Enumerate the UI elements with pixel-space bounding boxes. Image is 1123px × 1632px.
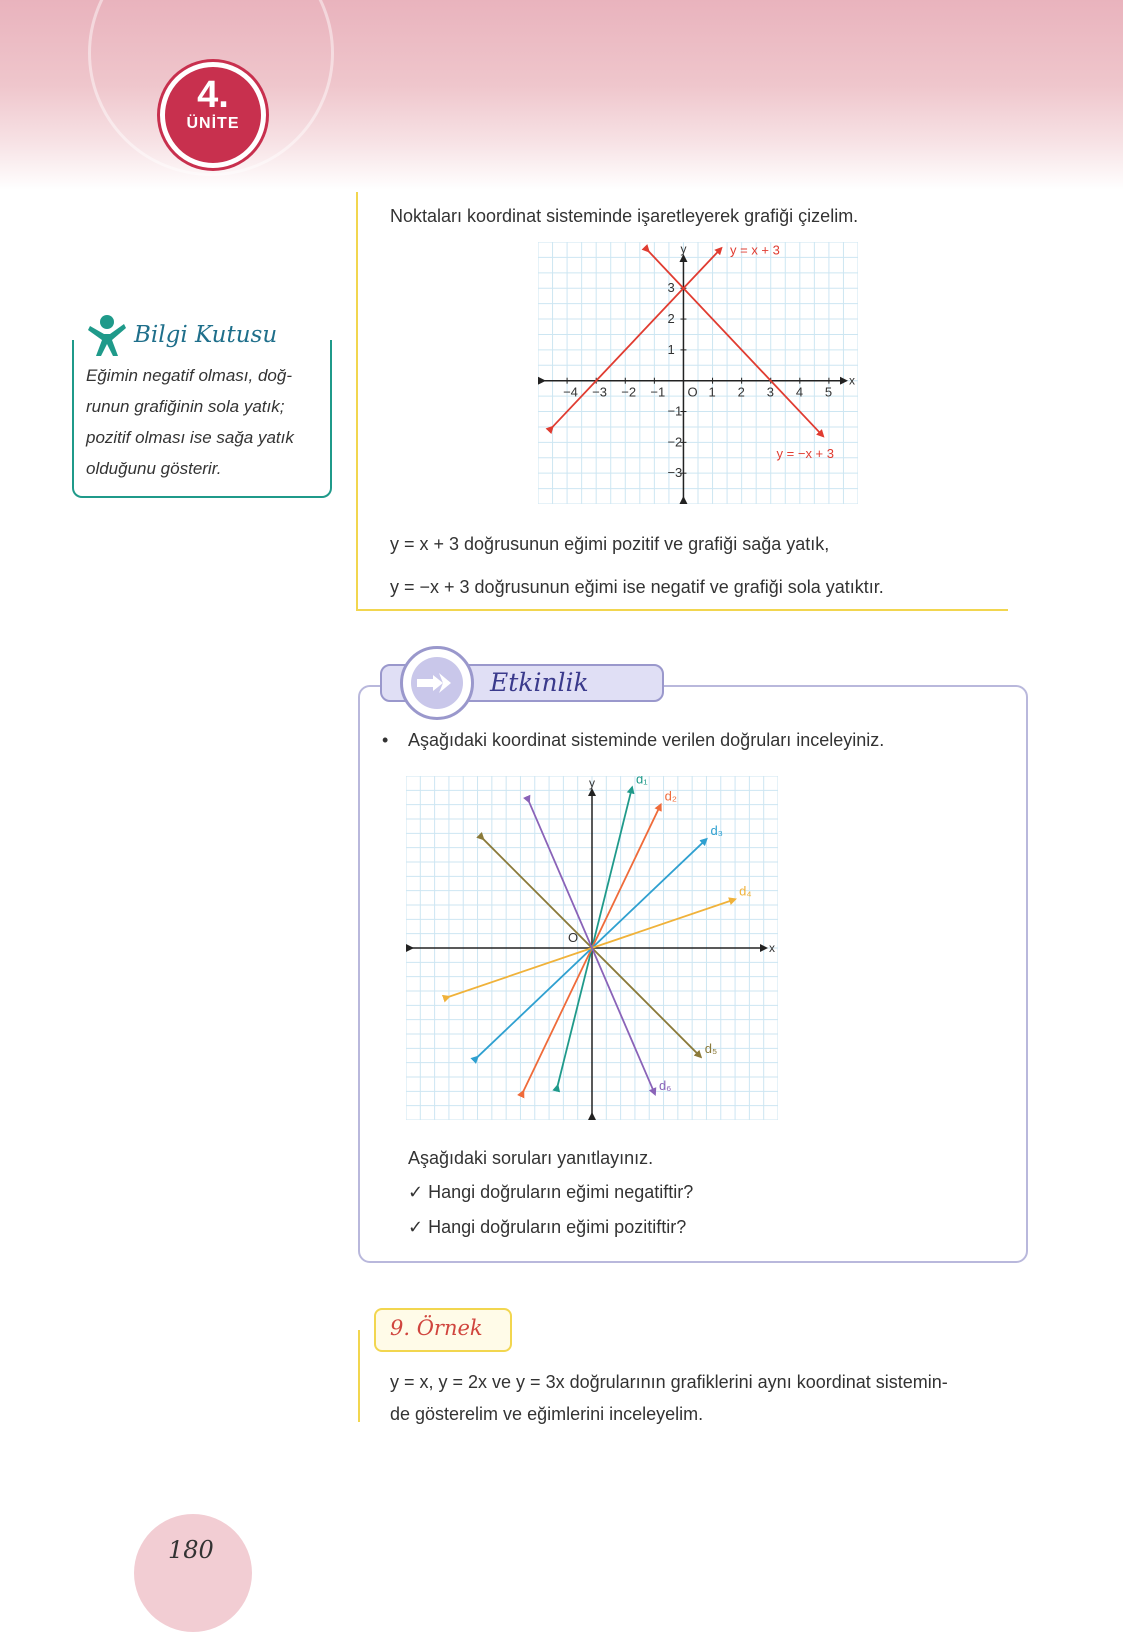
page-number: 180 xyxy=(168,1536,214,1564)
x-tick-label: −4 xyxy=(563,384,578,400)
info-box-title: Bilgi Kutusu xyxy=(134,322,278,348)
y-tick-label: −1 xyxy=(667,403,683,419)
series-label: d₃ xyxy=(710,823,723,839)
x-tick-label: 2 xyxy=(737,384,745,400)
question-1: ✓ Hangi doğruların eğimi negatiftir? xyxy=(408,1182,694,1202)
info-figure-icon xyxy=(84,312,130,363)
series-label: d₁ xyxy=(636,776,648,787)
series-label: d₂ xyxy=(664,788,677,804)
activity-prompt: Aşağıdaki soruları yanıtlayınız. xyxy=(408,1148,654,1168)
graph-1-svg xyxy=(538,242,858,504)
x-tick-label: −3 xyxy=(592,384,608,400)
page-number-circle xyxy=(134,1514,252,1632)
y-tick-label: 3 xyxy=(667,280,675,296)
activity-icon-circle xyxy=(400,646,474,720)
bullet: • xyxy=(382,730,389,750)
x-axis-label: x xyxy=(849,373,855,388)
info-line: Eğimin negatif olması, doğ- xyxy=(86,366,292,385)
section-frame-bottom xyxy=(356,609,1008,611)
series-label: d₅ xyxy=(704,1040,718,1056)
example-line-2: de gösterelim ve eğimlerini inceleyelim. xyxy=(390,1404,704,1424)
series-label: d₄ xyxy=(739,883,752,899)
info-box-text xyxy=(86,360,324,484)
x-tick-label: 1 xyxy=(708,384,716,400)
question-2: ✓ Hangi doğruların eğimi pozitiftir? xyxy=(408,1217,687,1237)
conclusion-line-1: y = x + 3 doğrusunun eğimi pozitif ve grafiği sağa yatık, xyxy=(390,534,830,554)
example-title: 9. Örnek xyxy=(390,1316,483,1340)
unit-number: 4. xyxy=(197,74,229,116)
series-label: y = x + 3 xyxy=(730,242,780,258)
example-frame-left xyxy=(358,1330,360,1422)
unit-badge xyxy=(160,62,266,168)
info-line: runun grafiğinin sola yatık; xyxy=(86,397,285,416)
info-line: pozitif olması ise sağa yatık xyxy=(86,428,294,447)
activity-title: Etkinlik xyxy=(490,668,589,697)
conclusion-line-2: y = −x + 3 doğrusunun eğimi ise negatif ve grafiği sola yatıktır. xyxy=(390,577,884,597)
graph-2 xyxy=(406,776,778,1120)
x-tick-label: −2 xyxy=(621,384,637,400)
y-tick-label: 1 xyxy=(667,341,675,357)
example-line-1: y = x, y = 2x ve y = 3x doğrularının grafiklerini aynı koordinat sistemin- xyxy=(390,1372,948,1392)
x-tick-label: 3 xyxy=(766,384,774,400)
section-frame-left xyxy=(356,192,358,610)
x-axis-label: x xyxy=(769,941,775,955)
x-tick-label: 5 xyxy=(824,384,833,400)
x-tick-label: −1 xyxy=(650,384,666,400)
y-axis-label: y xyxy=(680,242,687,256)
unit-label: ÜNİTE xyxy=(186,115,240,132)
series-label: d₆ xyxy=(658,1078,672,1094)
x-tick-label: 4 xyxy=(795,384,804,400)
y-tick-label: −3 xyxy=(667,465,683,481)
section-intro: Noktaları koordinat sisteminde işaretleyerek grafiği çizelim. xyxy=(390,206,859,226)
y-tick-label: −2 xyxy=(667,434,683,450)
graph-2-svg xyxy=(406,776,778,1120)
y-tick-label: 2 xyxy=(667,311,675,327)
graph-1 xyxy=(538,242,858,504)
origin-label: O xyxy=(687,384,698,400)
double-arrow-icon xyxy=(403,649,471,717)
origin-label: O xyxy=(568,930,579,945)
info-line: olduğunu gösterir. xyxy=(86,459,222,478)
y-axis-label: y xyxy=(589,776,595,790)
series-label: y = −x + 3 xyxy=(776,445,834,461)
activity-instruction: Aşağıdaki koordinat sisteminde verilen doğruları inceleyiniz. xyxy=(408,730,885,750)
